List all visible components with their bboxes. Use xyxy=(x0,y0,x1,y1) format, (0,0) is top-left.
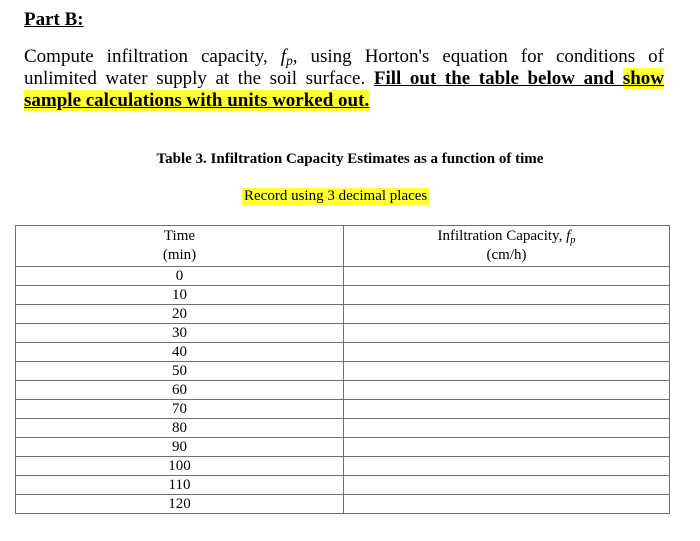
time-header xyxy=(16,226,344,267)
time-cell: 10 xyxy=(16,286,344,305)
table-row xyxy=(16,381,670,400)
table-row xyxy=(16,267,670,286)
time-header-label: Time xyxy=(163,228,196,244)
time-cell: 50 xyxy=(16,362,344,381)
table-row xyxy=(16,400,670,419)
instructions-bold-text: Fill out the table below and xyxy=(373,68,623,89)
capacity-header xyxy=(344,226,670,267)
capacity-header-unit: (cm/h) xyxy=(486,247,527,263)
table-row xyxy=(16,286,670,305)
infiltration-table xyxy=(15,225,670,514)
time-cell: 40 xyxy=(16,343,344,362)
time-cell: 120 xyxy=(16,495,344,514)
table-caption: Table 3. Infiltration Capacity Estimates as a function of time xyxy=(156,151,544,167)
instructions-text-1: Compute infiltration capacity, xyxy=(24,46,281,67)
capacity-cell[interactable] xyxy=(344,400,670,419)
capacity-cell[interactable] xyxy=(344,267,670,286)
table-row xyxy=(16,362,670,381)
time-cell: 90 xyxy=(16,438,344,457)
capacity-cell[interactable] xyxy=(344,362,670,381)
table-row xyxy=(16,476,670,495)
record-note: Record using 3 decimal places xyxy=(244,188,428,204)
capacity-cell[interactable] xyxy=(344,286,670,305)
time-cell: 100 xyxy=(16,457,344,476)
time-cell: 20 xyxy=(16,305,344,324)
capacity-cell[interactable] xyxy=(344,438,670,457)
time-cell: 80 xyxy=(16,419,344,438)
instructions-highlighted-text: show sample calculations with units worked out. xyxy=(24,68,665,111)
table-row xyxy=(16,343,670,362)
capacity-cell[interactable] xyxy=(344,381,670,400)
part-heading: Part B: xyxy=(24,9,84,30)
table-row xyxy=(16,419,670,438)
capacity-header-label: Infiltration Capacity, xyxy=(437,228,567,244)
time-cell: 0 xyxy=(16,267,344,286)
fp-symbol: $f_p$ xyxy=(280,46,293,68)
capacity-cell[interactable] xyxy=(344,324,670,343)
time-cell: 110 xyxy=(16,476,344,495)
capacity-fp-symbol: $f_p$ xyxy=(566,228,576,246)
table-body xyxy=(16,267,670,514)
table-header-row xyxy=(16,226,670,267)
capacity-cell[interactable] xyxy=(344,419,670,438)
table-row xyxy=(16,324,670,343)
table-row xyxy=(16,457,670,476)
capacity-cell[interactable] xyxy=(344,305,670,324)
time-cell: 30 xyxy=(16,324,344,343)
table-row xyxy=(16,305,670,324)
table-row xyxy=(16,495,670,514)
capacity-cell[interactable] xyxy=(344,457,670,476)
table-row xyxy=(16,438,670,457)
capacity-cell[interactable] xyxy=(344,495,670,514)
instructions-text-2: , using Horton's equation for conditions of unlimited water supply at the soil surface. xyxy=(24,46,664,89)
time-header-unit: (min) xyxy=(162,247,197,263)
capacity-cell[interactable] xyxy=(344,476,670,495)
time-cell: 60 xyxy=(16,381,344,400)
capacity-cell[interactable] xyxy=(344,343,670,362)
time-cell: 70 xyxy=(16,400,344,419)
instructions-paragraph xyxy=(24,46,664,112)
